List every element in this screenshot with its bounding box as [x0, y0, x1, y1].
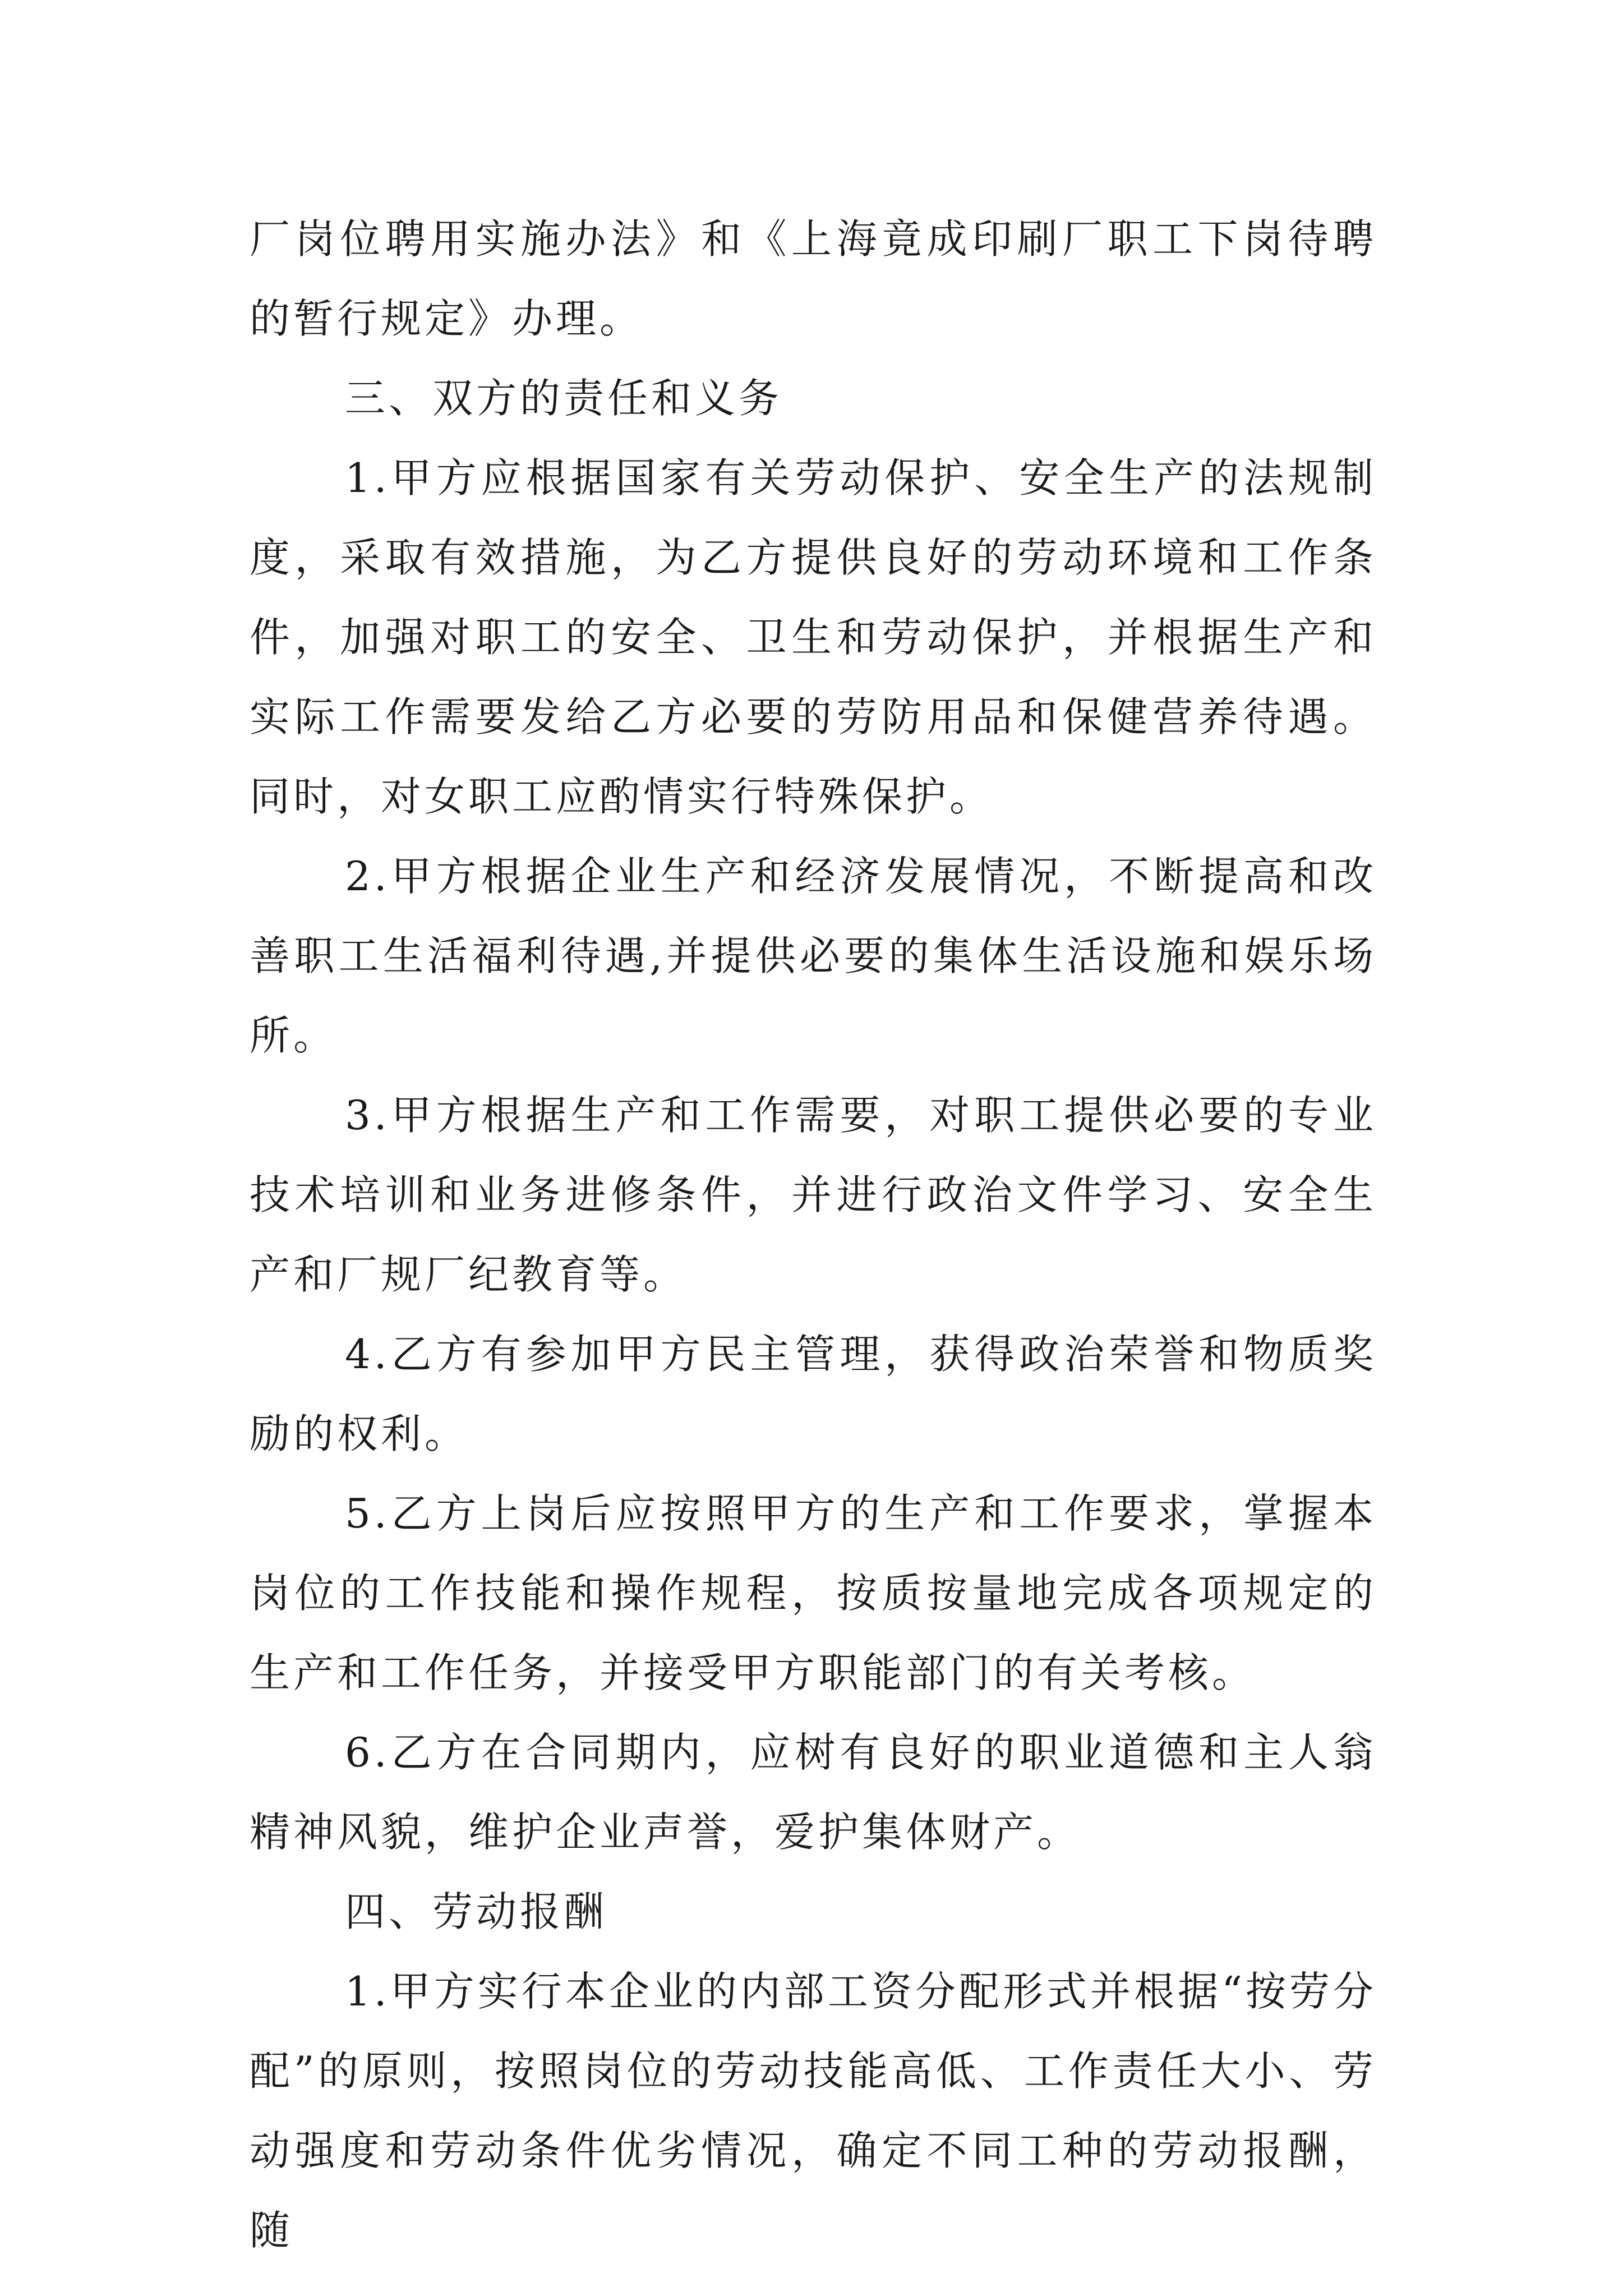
clause-3-5: 5.乙方上岗后应按照甲方的生产和工作要求，掌握本岗位的工作技能和操作规程，按质按量地完成各项规定的生产和工作任务，并接受甲方职能部门的有关考核。: [250, 1490, 1377, 1696]
clause-3-2: 2.甲方根据企业生产和经济发展情况，不断提高和改善职工生活福利待遇,并提供必要的集体生活设施和娱乐场所。: [250, 853, 1377, 1059]
section-heading-remuneration: 四、劳动报酬: [345, 1888, 608, 1935]
clause-3-6: 6.乙方在合同期内，应树有良好的职业道德和主人翁精神风貌，维护企业声誉，爱护集体财产。: [250, 1729, 1377, 1856]
paragraph-continuation: 厂岗位聘用实施办法》和《上海竟成印刷厂职工下岗待聘的暂行规定》办理。: [250, 215, 1377, 342]
section-heading-responsibilities: 三、双方的责任和义务: [345, 375, 783, 422]
clause-4-1: 1.甲方实行本企业的内部工资分配形式并根据“按劳分配”的原则，按照岗位的劳动技能高低、工作责任大小、劳动强度和劳动条件优劣情况，确定不同工种的劳动报酬，随: [250, 1968, 1377, 2254]
document-body: [250, 199, 1377, 2270]
clause-3-3: 3.甲方根据生产和工作需要，对职工提供必要的专业技术培训和业务进修条件，并进行政治文件学习、安全生产和厂规厂纪教育等。: [250, 1092, 1377, 1298]
clause-3-1: 1.甲方应根据国家有关劳动保护、安全生产的法规制度，采取有效措施，为乙方提供良好的劳动环境和工作条件，加强对职工的安全、卫生和劳动保护，并根据生产和实际工作需要发给乙方必要的劳防用品和保健营养待遇。同时，对女职工应酌情实行特殊保护。: [250, 454, 1377, 820]
clause-3-4: 4.乙方有参加甲方民主管理，获得政治荣誉和物质奖励的权利。: [250, 1331, 1377, 1457]
